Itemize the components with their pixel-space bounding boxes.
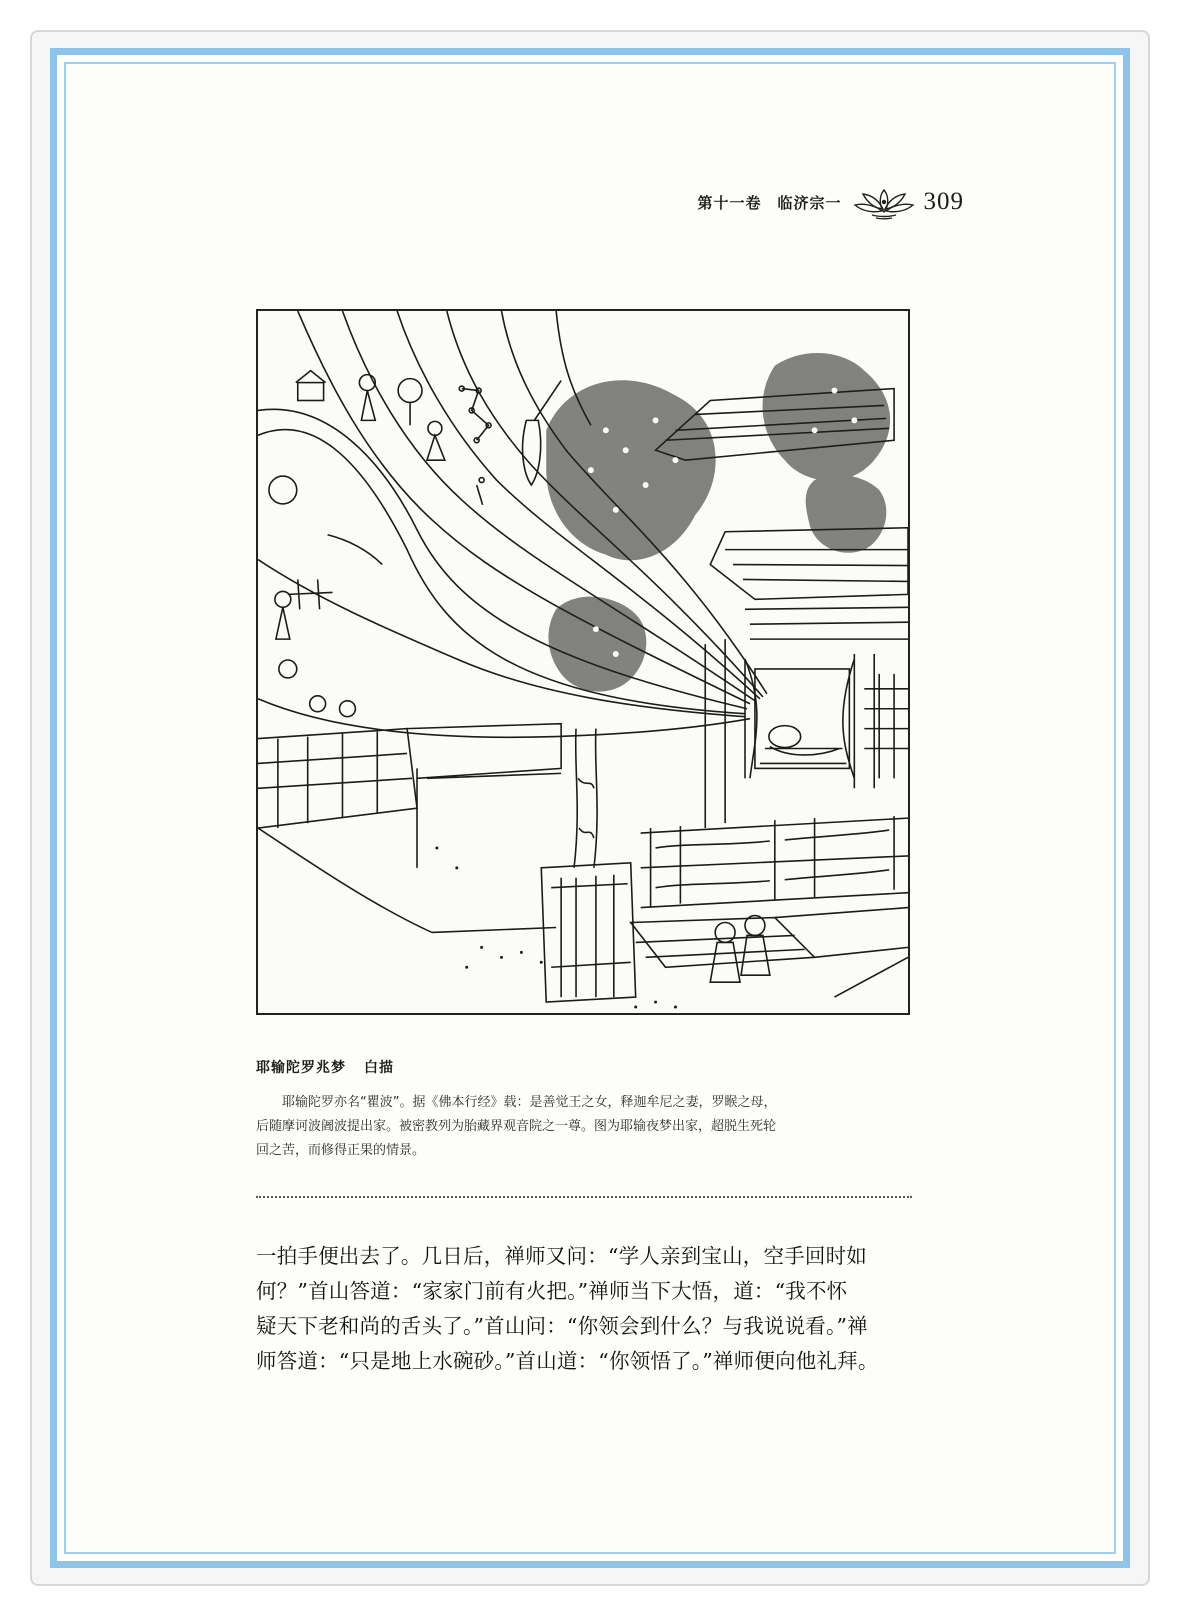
caption-body [256, 1091, 912, 1163]
caption-title-text: 耶输陀罗兆梦 [256, 1060, 346, 1076]
body-line: 师答道：“只是地上水碗砂。”首山道：“你领悟了。”禅师便向他礼拜。 [256, 1349, 879, 1373]
body-line: 疑天下老和尚的舌头了。”首山问：“你领会到什么？与我说说看。”禅 [256, 1314, 868, 1338]
book-page [64, 62, 1116, 1554]
page-frame-gap [57, 55, 1123, 1561]
caption-line: 后随摩诃波阇波提出家。被密教列为胎藏界观音院之一尊。图为耶输夜梦出家，超脱生死轮 [256, 1119, 777, 1134]
body-line: 何？”首山答道：“家家门前有火把。”禅师当下大悟，道：“我不怀 [256, 1279, 848, 1303]
woodblock-illustration-dream-scene [258, 311, 908, 1013]
page-frame [50, 48, 1130, 1568]
caption-line: 回之苦，而修得正果的情景。 [256, 1143, 426, 1158]
page-number: 309 [923, 188, 964, 215]
volume-title: 第十一卷 临济宗一 [697, 193, 842, 212]
running-head [66, 182, 964, 222]
body-text [256, 1239, 916, 1379]
caption-medium: 白描 [364, 1060, 394, 1076]
dotted-divider [256, 1196, 912, 1198]
lotus-ornament-icon [852, 184, 916, 220]
caption-line: 耶输陀罗亦名“瞿波”。据《佛本行经》载：是善觉王之女，释迦牟尼之妻，罗睺之母， [282, 1095, 777, 1110]
caption-title [256, 1057, 394, 1077]
woodblock-illustration [256, 309, 910, 1015]
body-line: 一拍手便出去了。几日后，禅师又问：“学人亲到宝山，空手回时如 [256, 1244, 867, 1268]
